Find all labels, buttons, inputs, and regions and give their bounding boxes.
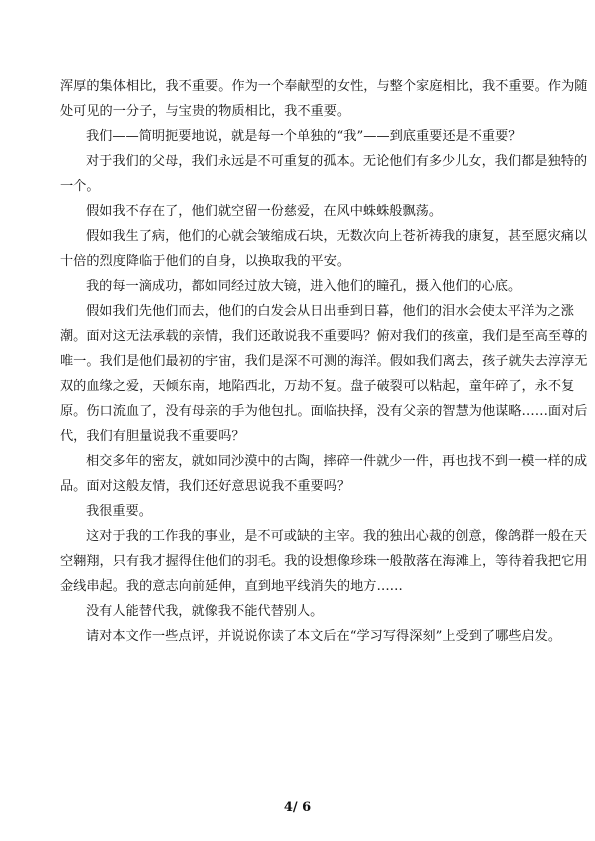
text-line-7: 假如我生了病，他们的心就会皱缩成石块，无数次向上苍祈祷我的康复，甚至愿灾痛以: [86, 229, 588, 244]
text-line-19: 这对于我的工作我的事业，是不可或缺的主宰。我的独出心裁的创意，像鸽群一般在天: [86, 529, 588, 544]
text-line-4: 对于我们的父母，我们永远是不可重复的孤本。无论他们有多少儿女，我们都是独特的: [86, 154, 588, 169]
text-line-23: 请对本文作一些点评，并说说你读了本文后在“学习写得深刻”上受到了哪些启发。: [86, 629, 562, 644]
text-line-16: 相交多年的密友，就如同沙漠中的古陶，摔碎一件就少一件，再也找不到一模一样的成: [86, 454, 588, 469]
text-line-10: 假如我们先他们而去，他们的白发会从日出垂到日暮，他们的泪水会使太平洋为之涨: [86, 304, 574, 319]
text-line-3: 我们——简明扼要地说，就是每一个单独的“我”——到底重要还是不重要？: [86, 129, 522, 144]
text-line-18: 我很重要。: [86, 504, 152, 519]
text-line-12: 唯一。我们是他们最初的宇宙，我们是深不可测的海洋。假如我们离去，孩子就失去淳淳无: [60, 354, 588, 369]
text-line-22: 没有人能替代我，就像我不能代替别人。: [86, 604, 324, 619]
page-number: 4/ 6: [283, 800, 312, 815]
text-line-11: 潮。面对这无法承载的亲情，我们还敢说我不重要吗？俯对我们的孩童，我们是至高至尊的: [60, 329, 588, 344]
text-line-14: 原。伤口流血了，没有母亲的手为他包扎。面临抉择，没有父亲的智慧为他谋略……面对后: [60, 404, 588, 419]
text-line-5: 一个。: [60, 179, 100, 194]
text-line-1: 浑厚的集体相比，我不重要。作为一个奉献型的女性，与整个家庭相比，我不重要。作为随: [60, 79, 588, 94]
text-line-2: 处可见的一分子，与宝贵的物质相比，我不重要。: [60, 104, 351, 119]
text-line-17: 品。面对这般友情，我们还好意思说我不重要吗？: [60, 479, 351, 494]
text-line-15: 代，我们有胆量说我不重要吗？: [60, 429, 245, 444]
text-line-21: 金线串起。我的意志向前延伸，直到地平线消失的地方……: [60, 579, 403, 594]
text-line-13: 双的血缘之爱，天倾东南，地陷西北，万劫不复。盘子破裂可以粘起，童年碎了，永不复: [60, 379, 575, 394]
text-line-9: 我的每一滴成功，都如同经过放大镜，进入他们的瞳孔，摄入他们的心底。: [86, 279, 522, 294]
text-line-20: 空翱翔，只有我才握得住他们的羽毛。我的设想像珍珠一般散落在海滩上，等待着我把它用: [60, 554, 588, 569]
text-line-8: 十倍的烈度降临于他们的自身，以换取我的平安。: [60, 254, 351, 269]
text-line-6: 假如我不存在了，他们就空留一份慈爱，在风中蛛蛛般飘荡。: [86, 204, 443, 219]
